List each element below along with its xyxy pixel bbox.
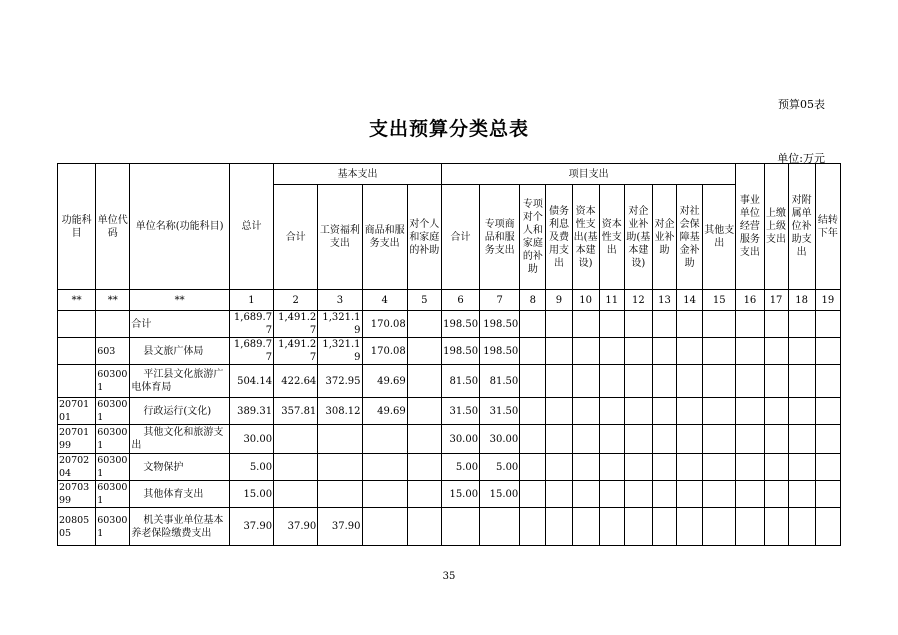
index-cell: 5 (407, 290, 441, 311)
index-cell: 4 (362, 290, 407, 311)
goods-cell (362, 425, 407, 454)
empty-cell (572, 338, 599, 365)
empty-cell (788, 398, 815, 425)
empty-cell (815, 398, 840, 425)
empty-cell (520, 454, 546, 481)
proj-total-cell: 30.00 (441, 425, 479, 454)
basic-total-cell: 422.64 (274, 365, 318, 398)
header-proj-total: 合计 (441, 185, 479, 290)
func-code-cell: 2070199 (58, 425, 96, 454)
proj-goods-cell: 30.00 (480, 425, 520, 454)
func-code-cell: 2070399 (58, 481, 96, 508)
empty-cell (546, 508, 572, 546)
empty-cell (520, 508, 546, 546)
empty-cell (677, 425, 703, 454)
proj-total-cell (441, 508, 479, 546)
empty-cell (624, 454, 652, 481)
empty-cell (764, 311, 788, 338)
index-cell: 18 (788, 290, 815, 311)
header-personal: 对个人和家庭的补助 (407, 185, 441, 290)
goods-cell: 170.08 (362, 338, 407, 365)
index-cell: 10 (572, 290, 599, 311)
empty-cell (677, 481, 703, 508)
empty-cell (736, 425, 764, 454)
basic-total-cell: 37.90 (274, 508, 318, 546)
empty-cell (624, 365, 652, 398)
empty-cell (624, 398, 652, 425)
header-other: 其他支出 (703, 185, 736, 290)
empty-cell (520, 481, 546, 508)
total-cell: 504.14 (229, 365, 273, 398)
total-cell: 5.00 (229, 454, 273, 481)
empty-cell (736, 365, 764, 398)
empty-cell (652, 508, 676, 546)
empty-cell (652, 338, 676, 365)
empty-cell (546, 481, 572, 508)
unit-name-cell: 平江县文化旅游广电体育局 (130, 365, 230, 398)
header-proj-personal: 专项对个人和家庭的补助 (520, 185, 546, 290)
empty-cell (599, 481, 624, 508)
basic-total-cell (274, 454, 318, 481)
proj-total-cell: 31.50 (441, 398, 479, 425)
table-row (58, 508, 841, 546)
goods-cell: 170.08 (362, 311, 407, 338)
empty-cell (815, 338, 840, 365)
wage-cell: 37.90 (318, 508, 362, 546)
index-cell: 15 (703, 290, 736, 311)
empty-cell (572, 311, 599, 338)
empty-cell (599, 425, 624, 454)
personal-cell (407, 454, 441, 481)
empty-cell (546, 398, 572, 425)
index-cell: 9 (546, 290, 572, 311)
index-cell: ** (58, 290, 96, 311)
header-basic: 基本支出 (274, 164, 442, 185)
goods-cell: 49.69 (362, 398, 407, 425)
proj-total-cell: 198.50 (441, 338, 479, 365)
empty-cell (572, 481, 599, 508)
personal-cell (407, 365, 441, 398)
basic-total-cell (274, 481, 318, 508)
wage-cell (318, 425, 362, 454)
table-row (58, 311, 841, 338)
goods-cell (362, 454, 407, 481)
empty-cell (652, 481, 676, 508)
empty-cell (599, 508, 624, 546)
index-cell: 13 (652, 290, 676, 311)
empty-cell (624, 481, 652, 508)
empty-cell (736, 338, 764, 365)
empty-cell (624, 425, 652, 454)
empty-cell (520, 425, 546, 454)
empty-cell (788, 481, 815, 508)
header-debt-interest: 债务利息及费用支出 (546, 185, 572, 290)
empty-cell (788, 365, 815, 398)
header-project: 项目支出 (441, 164, 735, 185)
header-func-code: 功能科目 (58, 164, 96, 290)
empty-cell (815, 365, 840, 398)
empty-cell (572, 508, 599, 546)
unit-code-cell: 603001 (96, 365, 130, 398)
form-number: 预算05表 (778, 98, 825, 111)
table-row (58, 425, 841, 454)
empty-cell (736, 311, 764, 338)
index-cell: 6 (441, 290, 479, 311)
header-wage: 工资福利支出 (318, 185, 362, 290)
unit-name-cell: 行政运行(文化) (130, 398, 230, 425)
basic-total-cell: 1,491.27 (274, 311, 318, 338)
page-title: 支出预算分类总表 (368, 118, 529, 140)
func-code-cell: 2070101 (58, 398, 96, 425)
unit-name-cell: 合计 (130, 311, 230, 338)
func-code-cell (58, 338, 96, 365)
empty-cell (815, 508, 840, 546)
empty-cell (652, 398, 676, 425)
total-cell: 15.00 (229, 481, 273, 508)
empty-cell (764, 454, 788, 481)
empty-cell (624, 338, 652, 365)
empty-cell (652, 365, 676, 398)
header-basic-total: 合计 (274, 185, 318, 290)
header-carryover: 结转下年 (815, 164, 840, 290)
table-row (58, 365, 841, 398)
total-cell: 1,689.77 (229, 311, 273, 338)
index-cell: 14 (677, 290, 703, 311)
empty-cell (599, 338, 624, 365)
index-cell: 16 (736, 290, 764, 311)
wage-cell: 308.12 (318, 398, 362, 425)
empty-cell (815, 311, 840, 338)
empty-cell (815, 481, 840, 508)
goods-cell (362, 481, 407, 508)
empty-cell (599, 365, 624, 398)
goods-cell (362, 508, 407, 546)
index-cell: 19 (815, 290, 840, 311)
proj-goods-cell (480, 508, 520, 546)
empty-cell (652, 454, 676, 481)
header-affiliated: 对附属单位补助支出 (788, 164, 815, 290)
proj-goods-cell: 15.00 (480, 481, 520, 508)
empty-cell (546, 425, 572, 454)
empty-cell (546, 311, 572, 338)
func-code-cell: 2070204 (58, 454, 96, 481)
func-code-cell (58, 311, 96, 338)
empty-cell (520, 365, 546, 398)
empty-cell (572, 454, 599, 481)
unit-name-cell: 县文旅广体局 (130, 338, 230, 365)
personal-cell (407, 508, 441, 546)
empty-cell (764, 338, 788, 365)
proj-goods-cell: 198.50 (480, 311, 520, 338)
goods-cell: 49.69 (362, 365, 407, 398)
personal-cell (407, 398, 441, 425)
index-cell: ** (96, 290, 130, 311)
empty-cell (546, 338, 572, 365)
empty-cell (599, 311, 624, 338)
empty-cell (677, 365, 703, 398)
proj-total-cell: 15.00 (441, 481, 479, 508)
unit-code-cell: 603001 (96, 508, 130, 546)
header-higher: 上缴上级支出 (764, 164, 788, 290)
index-cell: 2 (274, 290, 318, 311)
page-number: 35 (442, 571, 456, 582)
empty-cell (764, 508, 788, 546)
total-cell: 30.00 (229, 425, 273, 454)
header-capital-basic: 资本性支出(基本建设) (572, 185, 599, 290)
empty-cell (703, 398, 736, 425)
table-row (58, 454, 841, 481)
index-cell: 1 (229, 290, 273, 311)
index-cell: 17 (764, 290, 788, 311)
index-cell: 3 (318, 290, 362, 311)
empty-cell (703, 338, 736, 365)
proj-total-cell: 5.00 (441, 454, 479, 481)
unit-name-cell: 其他体育支出 (130, 481, 230, 508)
personal-cell (407, 311, 441, 338)
header-unit-code: 单位代码 (96, 164, 130, 290)
header-capital: 资本性支出 (599, 185, 624, 290)
wage-cell: 1,321.19 (318, 338, 362, 365)
proj-goods-cell: 31.50 (480, 398, 520, 425)
empty-cell (764, 365, 788, 398)
header-unit-name: 单位名称(功能科目) (130, 164, 230, 290)
proj-goods-cell: 81.50 (480, 365, 520, 398)
empty-cell (572, 425, 599, 454)
empty-cell (736, 481, 764, 508)
proj-total-cell: 198.50 (441, 311, 479, 338)
unit-code-cell: 603001 (96, 398, 130, 425)
proj-total-cell: 81.50 (441, 365, 479, 398)
index-row (58, 290, 841, 311)
empty-cell (788, 454, 815, 481)
empty-cell (677, 508, 703, 546)
empty-cell (703, 311, 736, 338)
empty-cell (703, 425, 736, 454)
empty-cell (652, 425, 676, 454)
wage-cell: 1,321.19 (318, 311, 362, 338)
total-cell: 1,689.77 (229, 338, 273, 365)
unit-name-cell: 文物保护 (130, 454, 230, 481)
empty-cell (599, 398, 624, 425)
empty-cell (764, 398, 788, 425)
empty-cell (624, 311, 652, 338)
total-cell: 37.90 (229, 508, 273, 546)
unit-code-cell: 603001 (96, 481, 130, 508)
wage-cell (318, 454, 362, 481)
empty-cell (572, 398, 599, 425)
empty-cell (677, 311, 703, 338)
empty-cell (788, 508, 815, 546)
empty-cell (788, 338, 815, 365)
empty-cell (599, 454, 624, 481)
empty-cell (764, 425, 788, 454)
basic-total-cell: 357.81 (274, 398, 318, 425)
empty-cell (736, 454, 764, 481)
unit-code-cell: 603001 (96, 454, 130, 481)
empty-cell (703, 481, 736, 508)
unit-name-cell: 其他文化和旅游支出 (130, 425, 230, 454)
empty-cell (624, 508, 652, 546)
header-goods: 商品和服务支出 (362, 185, 407, 290)
header-enterprise: 对企业补助 (652, 185, 676, 290)
empty-cell (788, 311, 815, 338)
empty-cell (546, 365, 572, 398)
func-code-cell (58, 365, 96, 398)
personal-cell (407, 425, 441, 454)
basic-total-cell (274, 425, 318, 454)
unit-name-cell: 机关事业单位基本养老保险缴费支出 (130, 508, 230, 546)
empty-cell (736, 508, 764, 546)
empty-cell (546, 454, 572, 481)
wage-cell: 372.95 (318, 365, 362, 398)
empty-cell (788, 425, 815, 454)
total-cell: 389.31 (229, 398, 273, 425)
empty-cell (572, 365, 599, 398)
index-cell: 8 (520, 290, 546, 311)
empty-cell (520, 338, 546, 365)
empty-cell (703, 508, 736, 546)
header-proj-goods: 专项商品和服务支出 (480, 185, 520, 290)
proj-goods-cell: 198.50 (480, 338, 520, 365)
unit-code-cell (96, 311, 130, 338)
wage-cell (318, 481, 362, 508)
empty-cell (677, 338, 703, 365)
empty-cell (815, 454, 840, 481)
empty-cell (520, 311, 546, 338)
empty-cell (703, 365, 736, 398)
header-total: 总计 (229, 164, 273, 290)
personal-cell (407, 481, 441, 508)
empty-cell (736, 398, 764, 425)
unit-code-cell: 603001 (96, 425, 130, 454)
index-cell: 12 (624, 290, 652, 311)
empty-cell (677, 398, 703, 425)
index-cell: 7 (480, 290, 520, 311)
personal-cell (407, 338, 441, 365)
func-code-cell: 2080505 (58, 508, 96, 546)
index-cell: ** (130, 290, 230, 311)
unit-code-cell: 603 (96, 338, 130, 365)
empty-cell (815, 425, 840, 454)
empty-cell (520, 398, 546, 425)
index-cell: 11 (599, 290, 624, 311)
table-row (58, 481, 841, 508)
unit-label: 单位:万元 (777, 152, 825, 165)
empty-cell (652, 311, 676, 338)
empty-cell (677, 454, 703, 481)
empty-cell (703, 454, 736, 481)
header-enterprise-basic: 对企业补助(基本建设) (624, 185, 652, 290)
header-business: 事业单位经营服务支出 (736, 164, 764, 290)
header-social-security: 对社会保障基金补助 (677, 185, 703, 290)
table-row (58, 398, 841, 425)
proj-goods-cell: 5.00 (480, 454, 520, 481)
table-row (58, 338, 841, 365)
basic-total-cell: 1,491.27 (274, 338, 318, 365)
empty-cell (764, 481, 788, 508)
budget-table (57, 163, 841, 546)
